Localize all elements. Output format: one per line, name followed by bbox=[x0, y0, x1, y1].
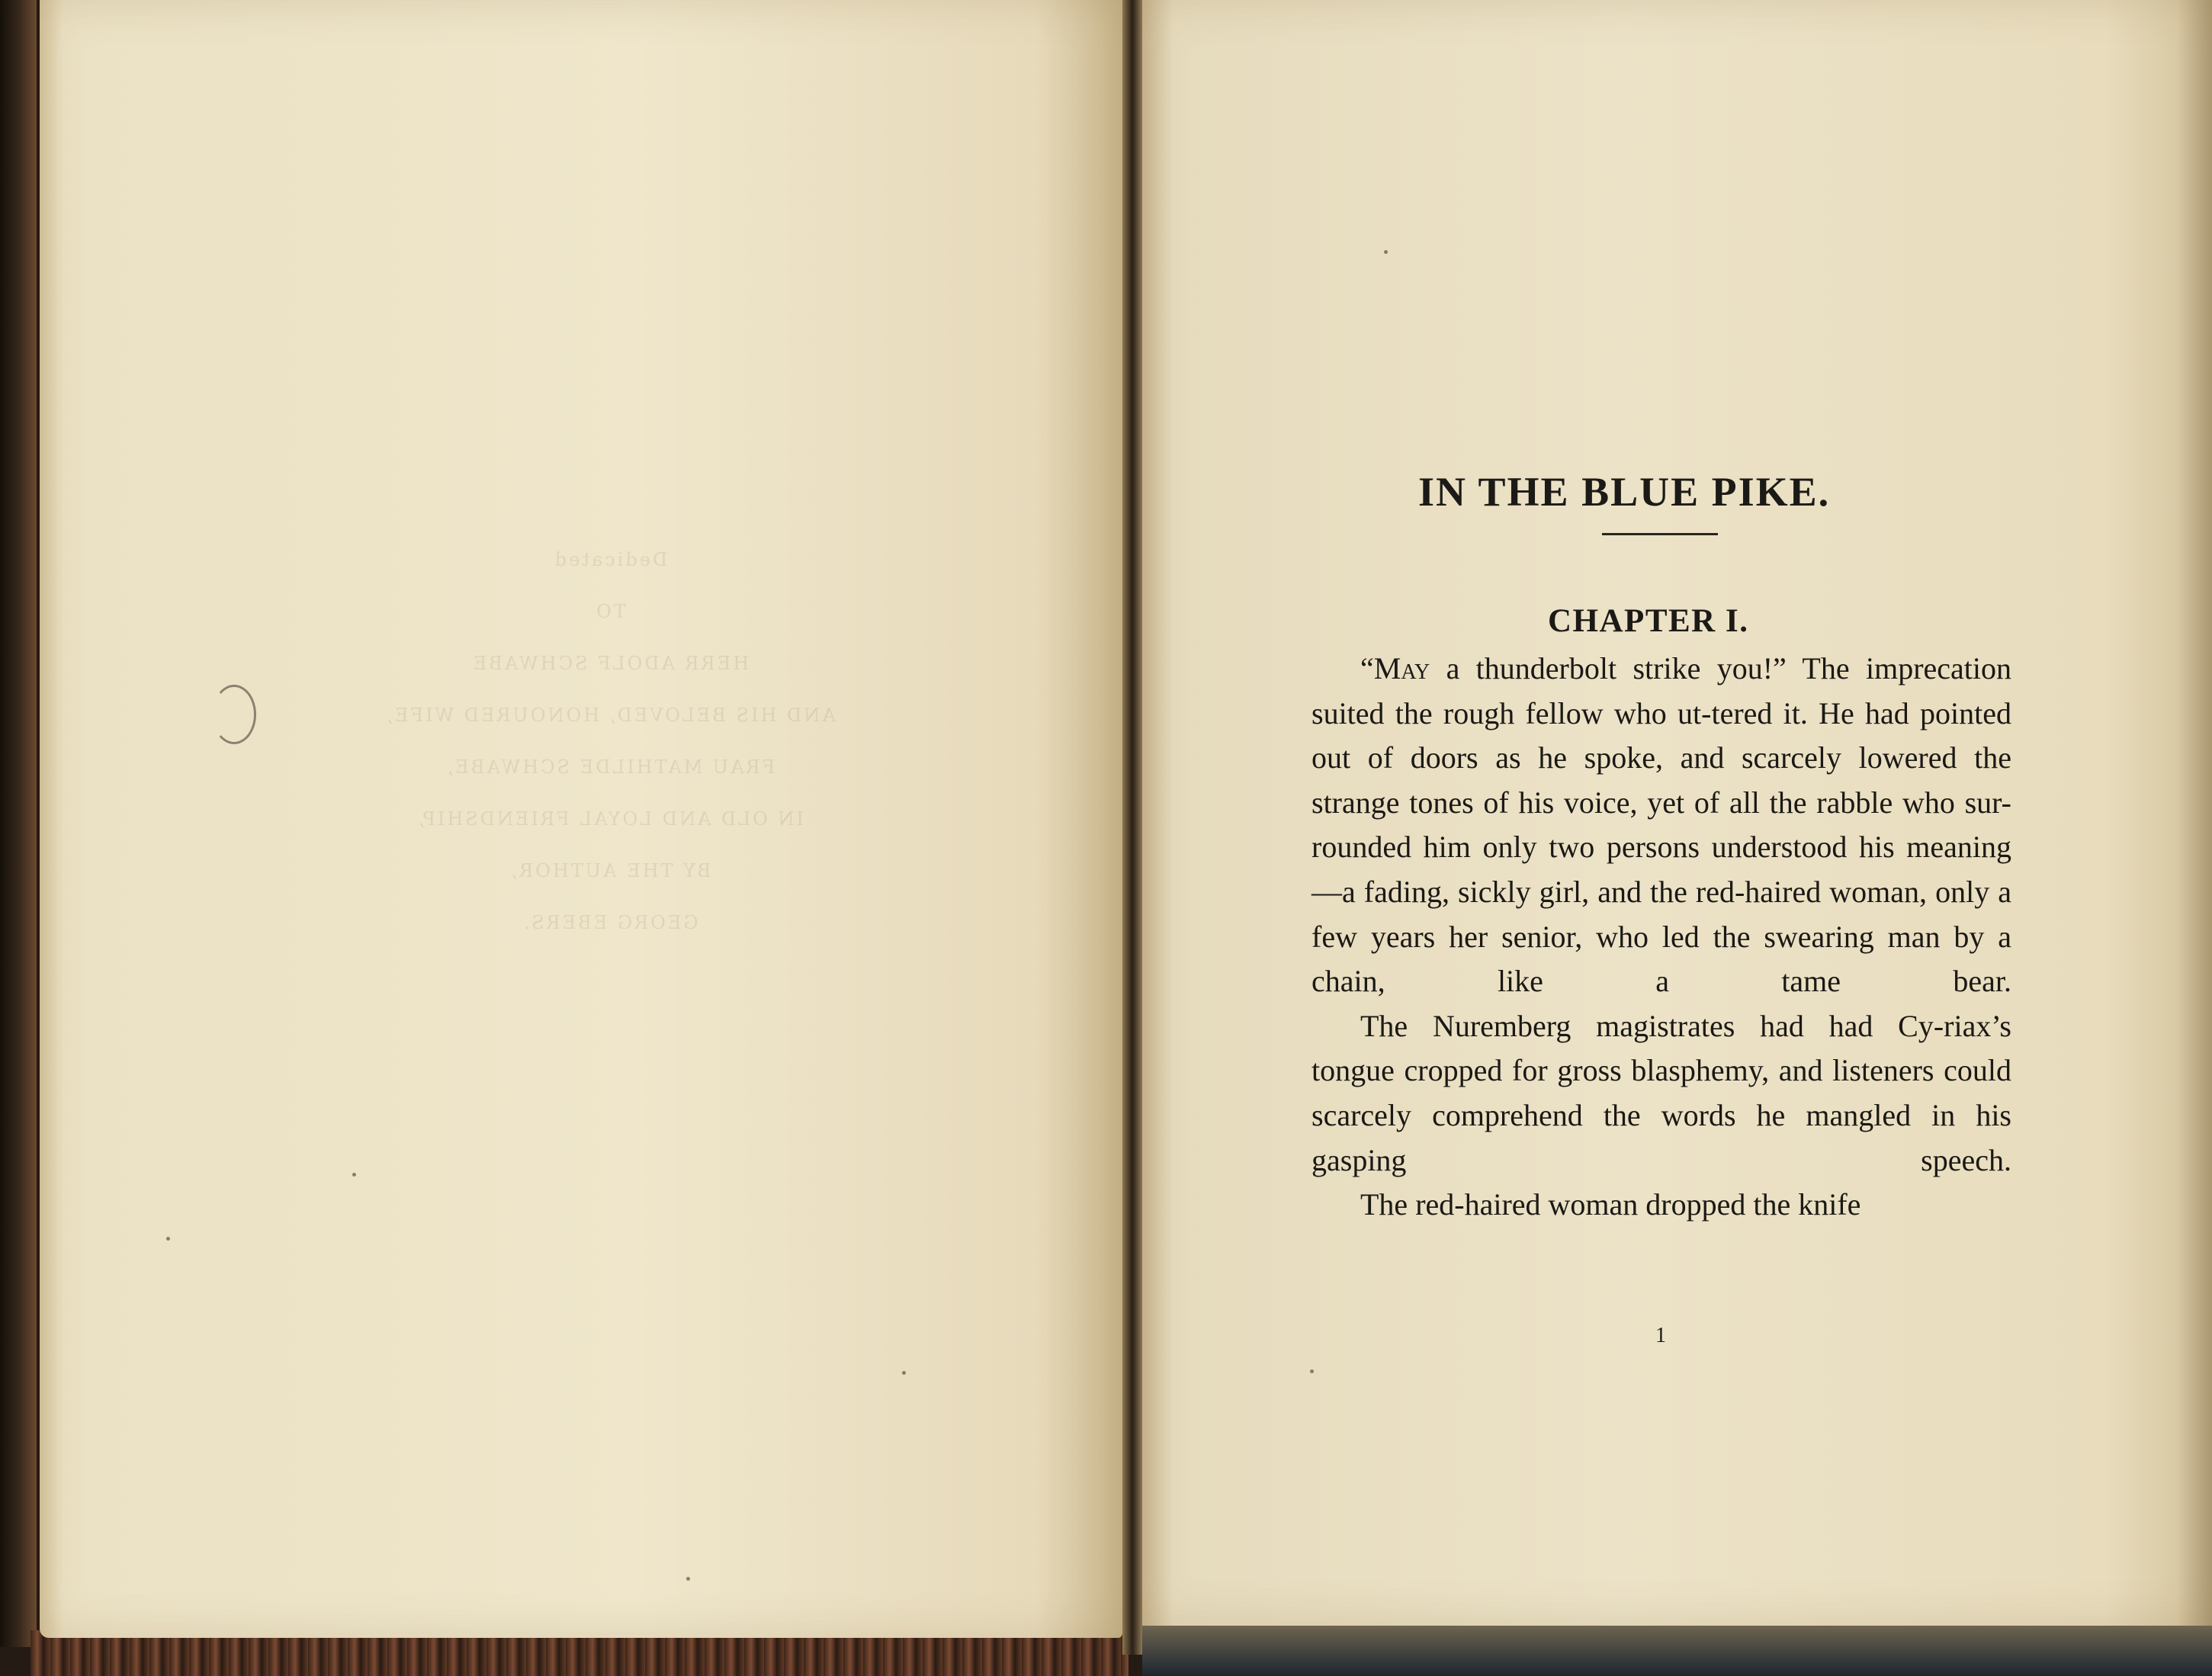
paragraph bbox=[1311, 1004, 2011, 1183]
paper-speck bbox=[902, 1371, 906, 1375]
paper-speck bbox=[166, 1237, 170, 1241]
paper-speck bbox=[1384, 250, 1388, 254]
paper-speck bbox=[686, 1577, 690, 1581]
paragraph bbox=[1311, 1183, 2011, 1228]
show-through-line: GEORG EBERS. bbox=[522, 912, 698, 933]
page-number: 1 bbox=[1655, 1324, 1666, 1347]
page-bottom-shadow bbox=[1142, 1626, 2212, 1676]
show-through-line: FRAU MATHILDE SCHWABE, bbox=[445, 756, 775, 778]
paragraph-text: a thunderbolt strike you!” The imprecation suited the rough fellow who ut-tered it. He had pointed out of doors as he spoke, and scarcely lowered the strange tones of his voice, yet of all the rabble who sur-rounded him only two persons understood his meaning—a fading, sickly girl, and the red-haired woman, only a few years her senior, who led the swearing man by a chain, like a tame bear. bbox=[1311, 651, 2011, 999]
show-through-line: IN OLD AND LOYAL FRIENDSHIP, bbox=[416, 808, 804, 830]
show-through-line: TO bbox=[594, 601, 626, 622]
paper-speck bbox=[352, 1173, 356, 1177]
paper-speck bbox=[1310, 1369, 1314, 1373]
show-through-line: HERR ADOLF SCHWABE bbox=[470, 653, 750, 674]
paper-mark bbox=[212, 685, 256, 744]
book-binding-left bbox=[0, 0, 37, 1647]
paragraph bbox=[1311, 647, 2011, 1004]
show-through-line: Dedicated bbox=[552, 549, 668, 570]
book-gutter bbox=[1122, 0, 1144, 1655]
open-quote: “ bbox=[1360, 651, 1374, 685]
title-rule bbox=[1602, 533, 1718, 535]
paragraph-text: The red-haired woman dropped the knife bbox=[1360, 1187, 1861, 1222]
show-through-line: BY THE AUTHOR, bbox=[509, 860, 711, 881]
page-edge bbox=[2177, 0, 2212, 1626]
chapter-body bbox=[1311, 647, 2011, 1228]
paragraph-text: The Nuremberg magistrates had had Cy-riax’s tongue cropped for gross blasphemy, and listeners could scarcely comprehend the words he mangled in his gasping speech. bbox=[1311, 1008, 2011, 1177]
opening-word: May bbox=[1373, 651, 1430, 685]
dedication-show-through bbox=[358, 534, 862, 949]
show-through-line: AND HIS BELOVED, HONOURED WIFE, bbox=[384, 705, 836, 726]
chapter-heading: CHAPTER I. bbox=[1548, 602, 1749, 639]
book-title: IN THE BLUE PIKE. bbox=[1418, 469, 1831, 515]
